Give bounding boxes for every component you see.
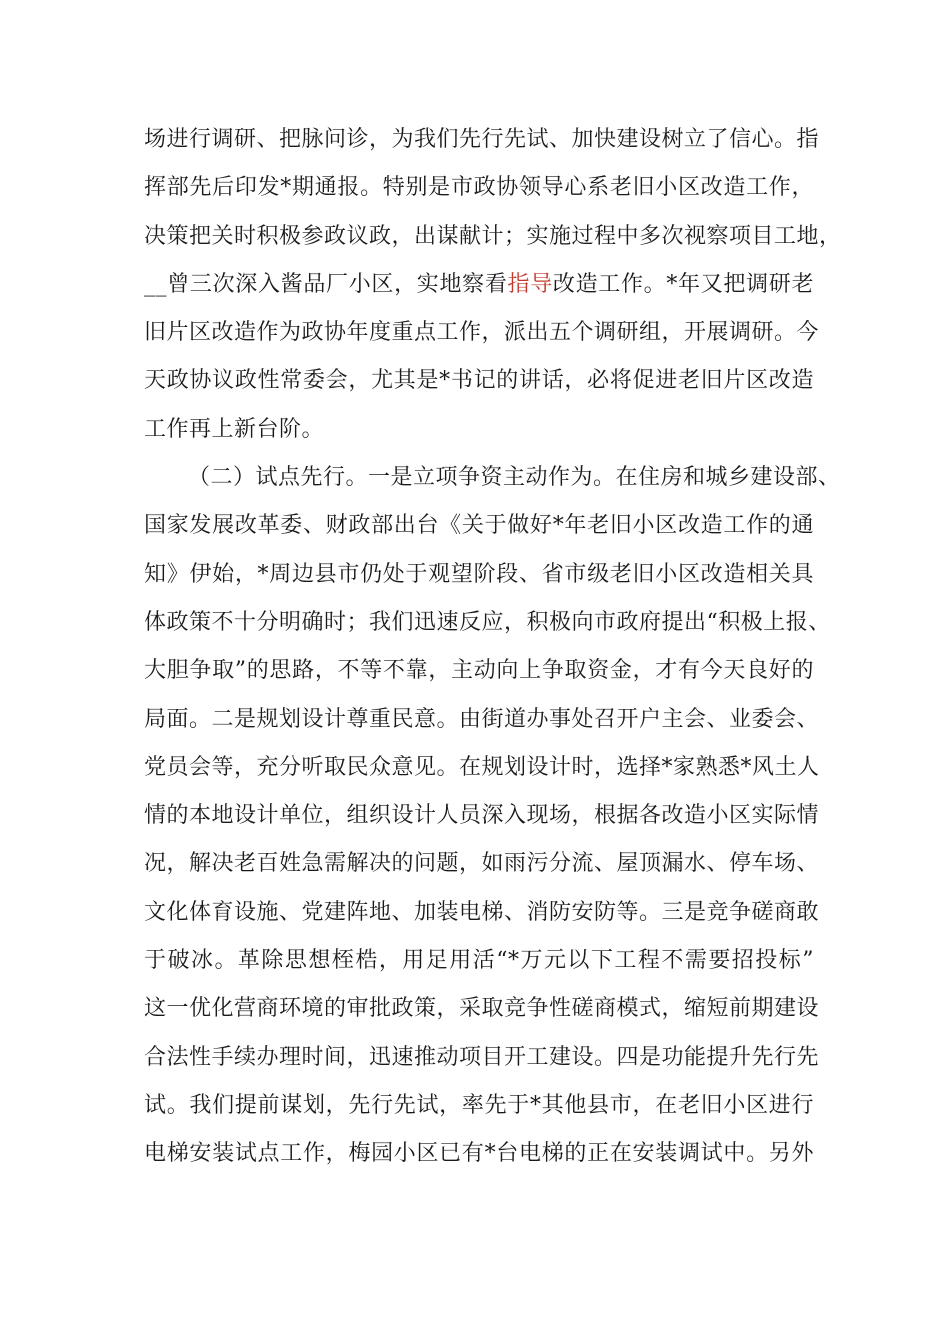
text-line: 决策把关时积极参政议政，出谋献计；实施过程中多次视察项目工地， — [144, 223, 842, 249]
paragraph-1 — [144, 116, 842, 454]
text-line: 场进行调研、把脉问诊，为我们先行先试、加快建设树立了信心。指 — [144, 127, 820, 152]
text-line: 旧片区改造作为政协年度重点工作，派出五个调研组，开展调研。今 — [144, 320, 820, 346]
text-line: 党员会等，充分听取民众意见。在规划设计时，选择*家熟悉*风土人 — [144, 754, 820, 780]
text-line: 挥部先后印发*期通报。特别是市政协领导心系老旧小区改造工作， — [144, 175, 814, 201]
paragraph-2 — [144, 454, 841, 1178]
text-line: 大胆争取”的思路，不等不靠，主动向上争取资金，才有今天良好的 — [144, 658, 814, 684]
text-line-indented: （二）试点先行。一是立项争资主动作为。在住房和城乡建设部、 — [188, 465, 841, 491]
text-line: 工作再上新台阶。 — [144, 416, 325, 442]
text-line: 试。我们提前谋划，先行先试，率先于*其他县市，在老旧小区进行 — [144, 1092, 814, 1118]
text-line: 于破冰。革除思想桎梏，用足用活“*万元以下工程不需要招投标” — [144, 948, 814, 974]
text-line: 况，解决老百姓急需解决的问题，如雨污分流、屋顶漏水、停车场、 — [144, 851, 820, 877]
text-line-with-highlight — [144, 261, 814, 309]
text-line: 电梯安装试点工作，梅园小区已有*台电梯的正在安装调试中。另外 — [144, 1141, 814, 1167]
text-line: 文化体育设施、党建阵地、加装电梯、消防安防等。三是竞争磋商敢 — [144, 899, 820, 925]
text-line: 天政协议政性常委会，尤其是*书记的讲话，必将促进老旧片区改造 — [144, 368, 814, 394]
text-line: 这一优化营商环境的审批政策，采取竞争性磋商模式，缩短前期建设 — [144, 996, 820, 1022]
text-line: 体政策不十分明确时；我们迅速反应，积极向市政府提出“积极上报、 — [144, 609, 831, 635]
highlighted-word: 指导 — [507, 271, 553, 297]
text-segment: __曾三次深入酱品厂小区，实地察看 — [144, 271, 508, 297]
text-line: 局面。二是规划设计尊重民意。由街道办事处召开户主会、业委会、 — [144, 706, 820, 732]
text-line: 国家发展改革委、财政部出台《关于做好*年老旧小区改造工作的通 — [144, 513, 814, 539]
text-line: 知》伊始，*周边县市仍处于观望阶段、省市级老旧小区改造相关具 — [144, 561, 814, 587]
text-line: 合法性手续办理时间，迅速推动项目开工建设。四是功能提升先行先 — [144, 1044, 820, 1070]
text-line: 情的本地设计单位，组织设计人员深入现场，根据各改造小区实际情 — [144, 803, 820, 829]
document-body — [144, 116, 842, 1179]
text-segment: 改造工作。*年又把调研老 — [552, 271, 814, 297]
